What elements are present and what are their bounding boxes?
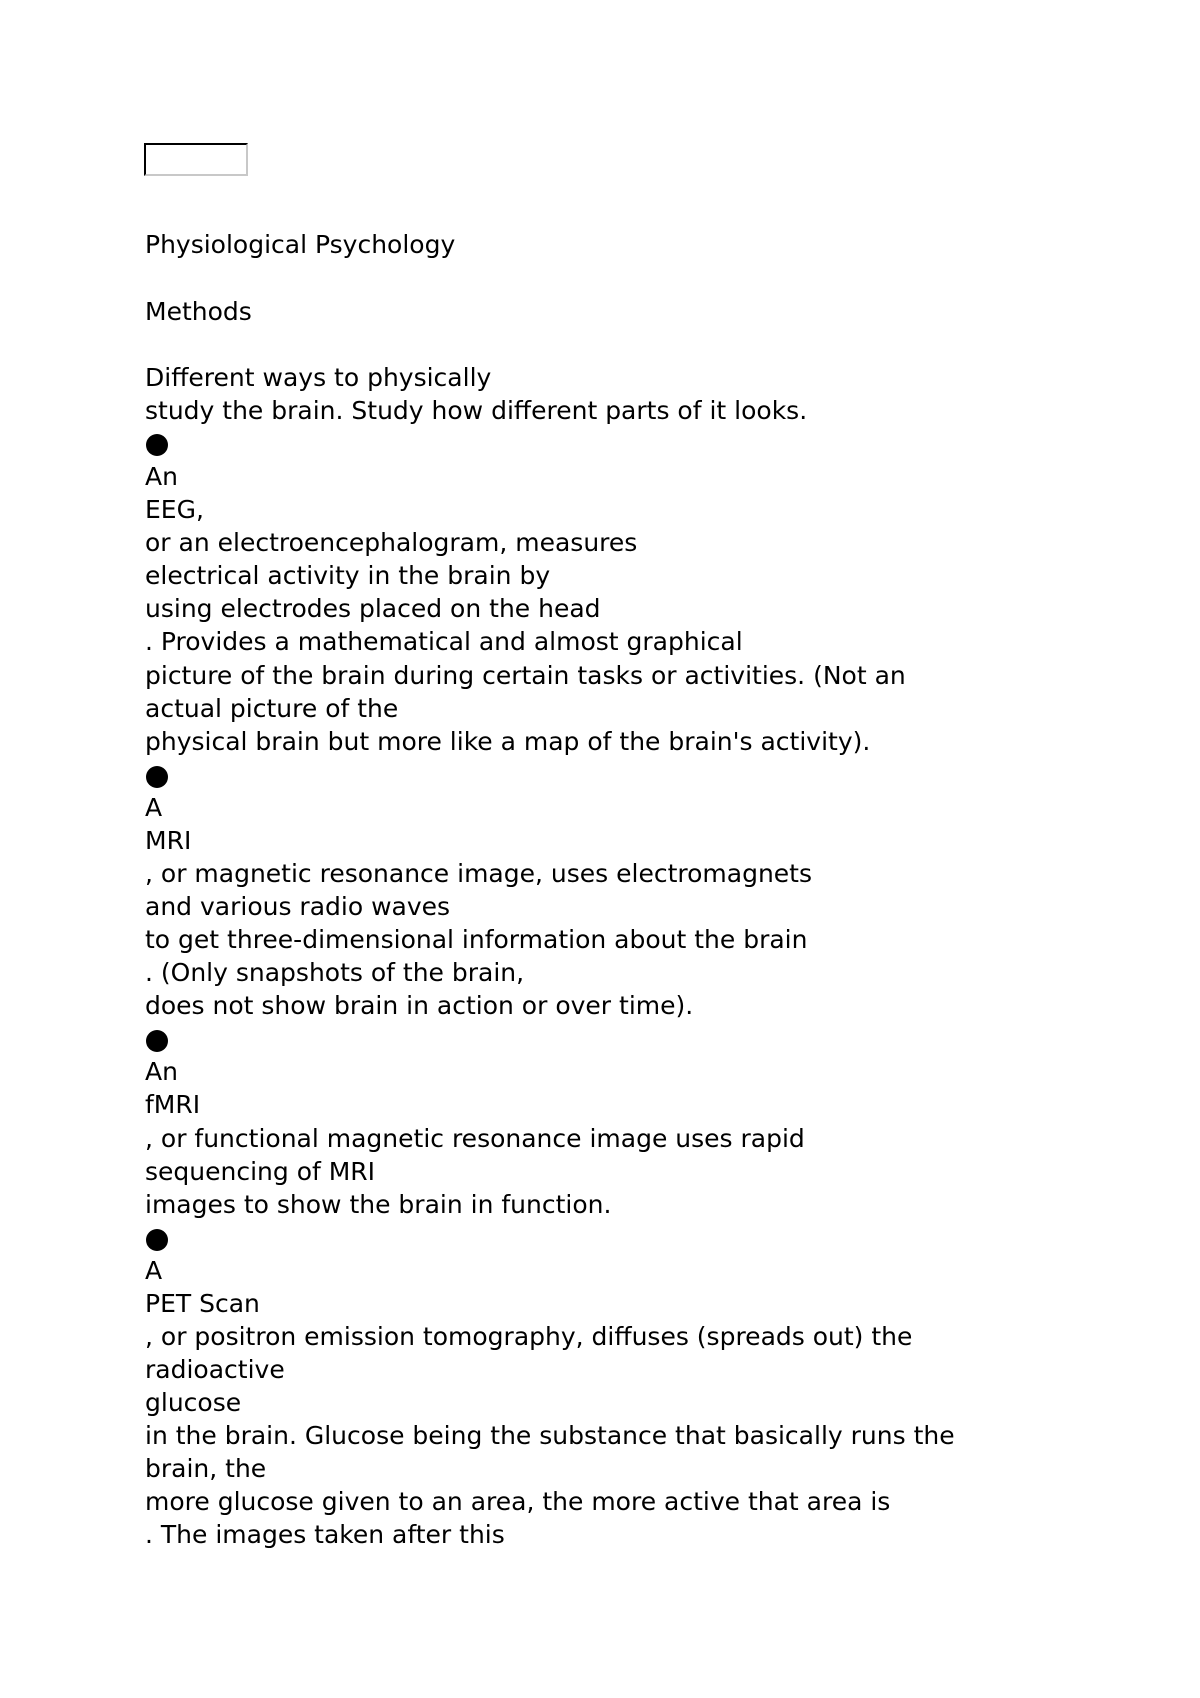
fmri-line: images to show the brain in function.: [145, 1190, 612, 1219]
pet-line: more glucose given to an area, the more active that area is: [145, 1487, 891, 1516]
bullet-icon: [146, 766, 168, 788]
empty-form-field: [144, 143, 248, 176]
bullet-icon: [146, 434, 168, 456]
pet-line: PET Scan: [145, 1289, 260, 1318]
eeg-line: EEG,: [145, 495, 204, 524]
eeg-line: actual picture of the: [145, 694, 399, 723]
fmri-line: sequencing of MRI: [145, 1157, 376, 1186]
bullet-icon: [146, 1030, 168, 1052]
pet-line: A: [145, 1256, 163, 1285]
pet-line: glucose: [145, 1388, 242, 1417]
mri-line: does not show brain in action or over time).: [145, 991, 694, 1020]
pet-line: radioactive: [145, 1355, 285, 1384]
section-heading: Methods: [145, 297, 252, 326]
pet-line: , or positron emission tomography, diffuses (spreads out) the: [145, 1322, 913, 1351]
intro-line: study the brain. Study how different parts of it looks.: [145, 396, 808, 425]
bullet-icon: [146, 1229, 168, 1251]
fmri-line: , or functional magnetic resonance image uses rapid: [145, 1124, 805, 1153]
eeg-line: or an electroencephalogram, measures: [145, 528, 638, 557]
mri-line: MRI: [145, 826, 192, 855]
eeg-line: electrical activity in the brain by: [145, 561, 551, 590]
eeg-line: picture of the brain during certain tasks or activities. (Not an: [145, 661, 906, 690]
pet-line: in the brain. Glucose being the substance that basically runs the: [145, 1421, 955, 1450]
pet-line: brain, the: [145, 1454, 267, 1483]
mri-line: , or magnetic resonance image, uses electromagnets: [145, 859, 812, 888]
mri-line: and various radio waves: [145, 892, 451, 921]
eeg-line: using electrodes placed on the head: [145, 594, 601, 623]
eeg-line: . Provides a mathematical and almost graphical: [145, 627, 743, 656]
mri-line: A: [145, 793, 163, 822]
eeg-line: An: [145, 462, 178, 491]
fmri-line: An: [145, 1057, 178, 1086]
mri-line: . (Only snapshots of the brain,: [145, 958, 525, 987]
fmri-line: fMRI: [145, 1090, 201, 1119]
pet-line: . The images taken after this: [145, 1520, 505, 1549]
intro-line: Different ways to physically: [145, 363, 492, 392]
mri-line: to get three-dimensional information about the brain: [145, 925, 808, 954]
eeg-line: physical brain but more like a map of the brain's activity).: [145, 727, 871, 756]
document-title: Physiological Psychology: [145, 230, 456, 259]
